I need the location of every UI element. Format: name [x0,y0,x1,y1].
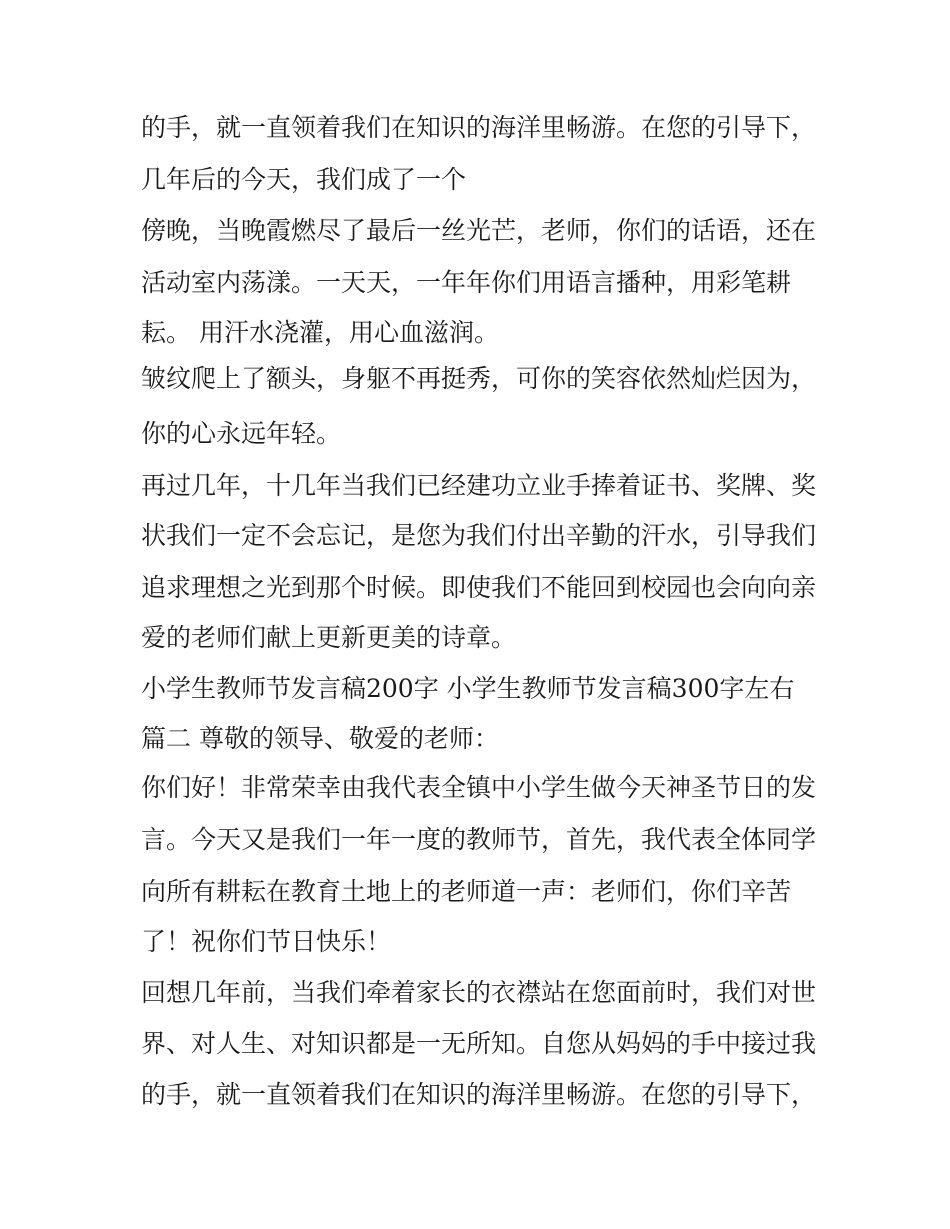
text-line-2: 几年后的今天，我们成了一个 [141,165,467,194]
text-line-6: 皱纹爬上了额头，身躯不再挺秀，可你的笑容依然灿烂因为， [141,364,817,393]
text-line-18: 回想几年前，当我们牵着家长的衣襟站在您面前时，我们对世 [141,978,817,1007]
text-line-20: 的手，就一直领着我们在知识的海洋里畅游。在您的引导下， [141,1080,817,1109]
text-line-17: 了！祝你们节日快乐！ [141,927,392,956]
text-line-16: 向所有耕耘在教育土地上的老师道一声：老师们，你们辛苦 [141,877,792,906]
text-line-11: 爱的老师们献上更新更美的诗章。 [141,623,517,652]
text-line-12: 小学生教师节发言稿200字 小学生教师节发言稿300字左右 [141,674,795,703]
text-line-15: 言。今天又是我们一年一度的教师节，首先，我代表全体同学 [141,825,817,854]
text-line-19: 界、对人生、对知识都是一无所知。自您从妈妈的手中接过我 [141,1029,817,1058]
text-line-9: 状我们一定不会忘记，是您为我们付出辛勤的汗水，引导我们 [141,521,817,550]
text-line-7: 你的心永远年轻。 [141,419,342,448]
text-line-3: 傍晚，当晚霞燃尽了最后一丝光芒，老师，你们的话语，还在 [141,216,817,245]
text-line-13: 篇二 尊敬的领导、敬爱的老师： [141,724,499,753]
text-line-4: 活动室内荡漾。一天天，一年年你们用语言播种，用彩笔耕 [141,268,792,297]
text-line-14: 你们好！非常荣幸由我代表全镇中小学生做今天神圣节日的发 [141,773,817,802]
text-line-8: 再过几年，十几年当我们已经建功立业手捧着证书、奖牌、奖 [141,471,817,500]
text-line-5: 耘。 用汗水浇灌，用心血滋润。 [141,318,499,347]
text-line-10: 追求理想之光到那个时候。即使我们不能回到校园也会向向亲 [141,573,817,602]
text-line-1: 的手，就一直领着我们在知识的海洋里畅游。在您的引导下， [141,113,817,142]
